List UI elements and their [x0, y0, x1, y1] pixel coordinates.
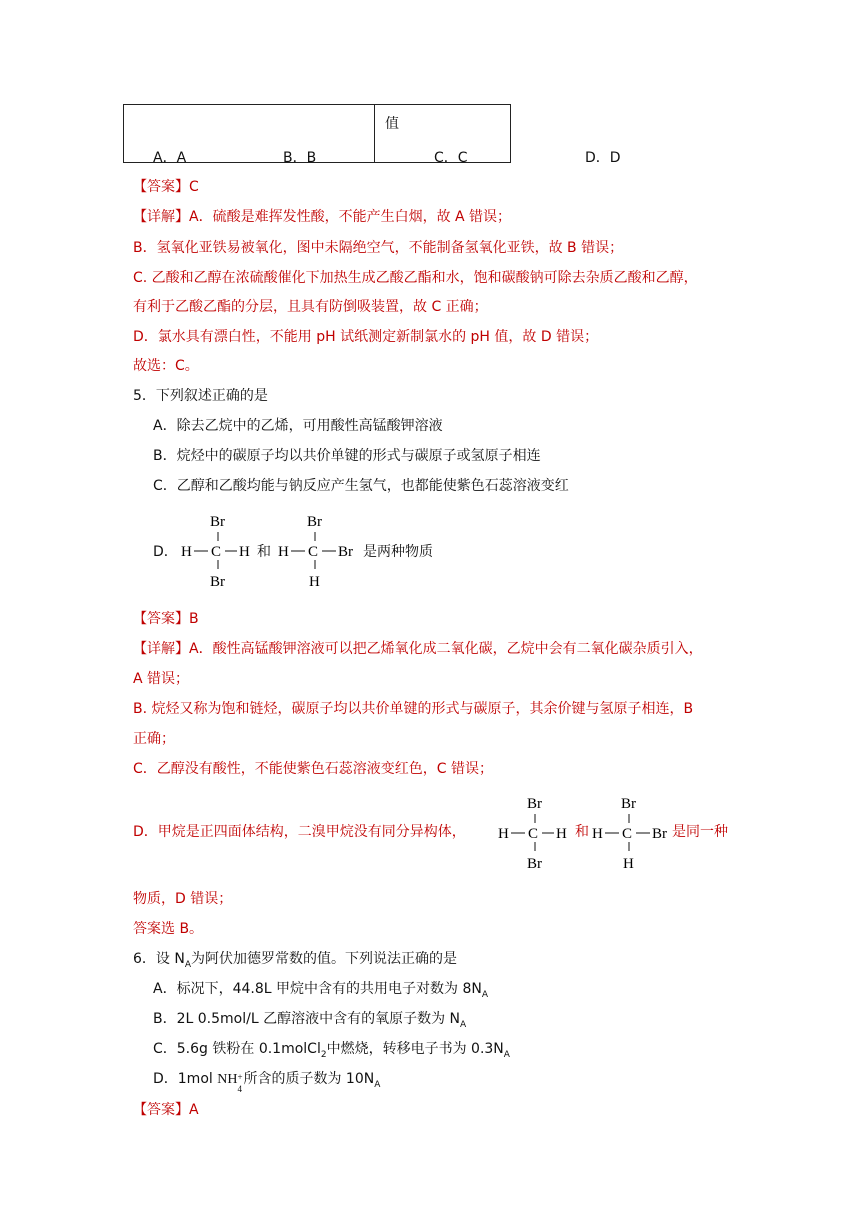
- q4-detail-line: 【详解】A．硫酸是难挥发性酸，不能产生白烟，故 A 错误；: [133, 209, 512, 225]
- q5-option-c: C．乙醇和乙酸均能与钠反应产生氢气，也都能使紫色石蕊溶液变红: [153, 478, 569, 494]
- svg-text:Br: Br: [210, 514, 225, 530]
- svg-text:C: C: [211, 544, 222, 560]
- q5-option-d-and: 和: [257, 544, 271, 560]
- q4-option-a: A．A: [153, 150, 187, 166]
- dibromomethane-formula-3: [494, 790, 574, 874]
- svg-text:Br: Br: [338, 544, 353, 560]
- q5-detail-line: 【详解】A．酸性高锰酸钾溶液可以把乙烯氧化成二氧化碳，乙烷中会有二氧化碳杂质引入，: [133, 641, 703, 657]
- svg-text:Br: Br: [527, 796, 542, 812]
- q4-option-b: B．B: [283, 150, 317, 166]
- q6-option-a: A．标况下，44.8L 甲烷中含有的共用电子对数为 $8N_A$: [153, 981, 488, 1000]
- svg-text:H: H: [592, 826, 603, 842]
- q5-detail-d-prefix: D．甲烷是正四面体结构，二溴甲烷没有同分异构体，: [133, 824, 466, 840]
- q5-detail-line: A 错误；: [133, 671, 190, 687]
- q5-option-b: B．烷烃中的碳原子均以共价单键的形式与碳原子或氢原子相连: [153, 448, 541, 464]
- q5-option-d-label: D．: [153, 544, 178, 560]
- svg-text:H: H: [239, 544, 250, 560]
- q4-detail-line: B．氢氧化亚铁易被氧化，图中未隔绝空气，不能制备氢氧化亚铁，故 B 错误；: [133, 240, 624, 256]
- ammonium-ion: NH + 4: [217, 1072, 243, 1094]
- svg-text:Br: Br: [621, 796, 636, 812]
- q5-answer: 【答案】B: [133, 611, 199, 627]
- q5-stem: 5．下列叙述正确的是: [133, 388, 268, 404]
- q5-option-d-suffix: 是两种物质: [363, 544, 433, 560]
- svg-text:Br: Br: [527, 856, 542, 872]
- q5-detail-line: B. 烷烃又称为饱和链烃，碳原子均以共价单键的形式与碳原子，其余价键与氢原子相连，B: [133, 701, 694, 717]
- q5-detail-line: 物质，D 错误；: [133, 891, 233, 907]
- q4-detail-line: C. 乙酸和乙醇在浓硫酸催化下加热生成乙酸乙酯和水，饱和碳酸钠可除去杂质乙酸和乙醇，: [133, 270, 698, 286]
- dibromomethane-formula-2: [274, 508, 366, 592]
- q4-option-c: C．C: [434, 150, 468, 166]
- q4-conclusion: 故选：C。: [133, 358, 199, 374]
- svg-text:H: H: [556, 826, 567, 842]
- q5-detail-d-and: 和: [575, 824, 589, 840]
- svg-text:H: H: [278, 544, 289, 560]
- q5-detail-d-suffix: 是同一种: [672, 824, 728, 840]
- dibromomethane-formula-1: [175, 508, 255, 592]
- q6-stem: 6．设 $N_A$为阿伏加德罗常数的值。下列说法正确的是: [133, 951, 458, 970]
- q4-answer: 【答案】C: [133, 179, 199, 195]
- table-cell-value: 值: [375, 105, 511, 163]
- svg-text:Br: Br: [652, 826, 667, 842]
- q4-detail-line: 有利于乙酸乙酯的分层，且具有防倒吸装置，故 C 正确；: [133, 299, 488, 315]
- svg-text:H: H: [623, 856, 634, 872]
- q4-detail-line: D．氯水具有漂白性，不能用 pH 试纸测定新制氯水的 pH 值，故 D 错误；: [133, 329, 599, 345]
- q6-option-b: B．2L 0.5mol/L 乙醇溶液中含有的氧原子数为 $N_A$: [153, 1011, 467, 1030]
- q6-answer: 【答案】A: [133, 1102, 199, 1118]
- svg-text:H: H: [498, 826, 509, 842]
- svg-text:C: C: [528, 826, 539, 842]
- q4-option-d: D．D: [585, 150, 621, 166]
- q5-conclusion: 答案选 B。: [133, 921, 204, 937]
- svg-text:Br: Br: [210, 574, 225, 590]
- q5-detail-line: C．乙醇没有酸性，不能使紫色石蕊溶液变红色，C 错误；: [133, 761, 493, 777]
- svg-text:H: H: [309, 574, 320, 590]
- q6-option-d: D．1mol NH + 4 所含的质子数为 $10N_A$: [153, 1071, 381, 1094]
- svg-text:C: C: [622, 826, 633, 842]
- q6-option-c: C．5.6g 铁粉在 0.1molCl$_2$中燃烧，转移电子书为 $0.3N_A$: [153, 1041, 510, 1060]
- q5-detail-line: 正确；: [133, 731, 175, 747]
- svg-text:Br: Br: [307, 514, 322, 530]
- svg-text:H: H: [181, 544, 192, 560]
- dibromomethane-formula-4: [590, 790, 674, 874]
- q5-option-a: A．除去乙烷中的乙烯，可用酸性高锰酸钾溶液: [153, 418, 443, 434]
- svg-text:C: C: [308, 544, 319, 560]
